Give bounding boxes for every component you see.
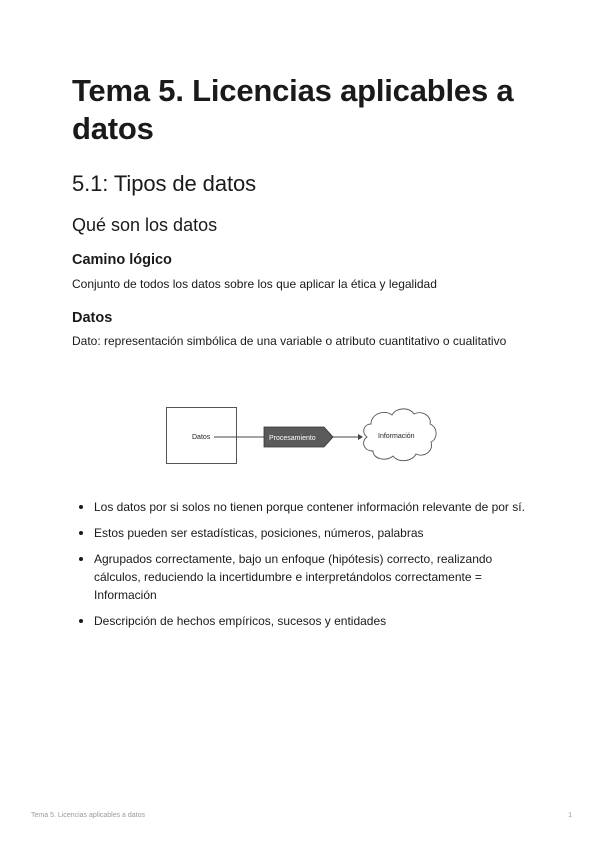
diagram-datos-label: Datos (192, 434, 211, 441)
subsection-heading: Qué son los datos (72, 215, 218, 235)
page-title: Tema 5. Licencias aplicables a datos (72, 73, 514, 146)
bullet-list (72, 498, 532, 638)
section-heading: 5.1: Tipos de datos (72, 171, 257, 196)
camino-logico-text: Conjunto de todos los datos sobre los que aplicar la ética y legalidad (72, 277, 437, 291)
bullet-icon (79, 619, 83, 623)
bullet-text: Descripción de hechos empíricos, sucesos y entidades (94, 614, 387, 628)
list-item (72, 612, 532, 630)
footer-page-number: 1 (568, 812, 572, 819)
bullet-text: Agrupados correctamente, bajo un enfoque (hipótesis) correcto, realizando cálculos, reduciendo la incertidumbre e interpretándolos correctamente = Información (94, 552, 493, 602)
list-item (72, 498, 532, 516)
datos-definition-text: Dato: representación simbólica de una variable o atributo cuantitativo o cualitativo (72, 334, 507, 348)
footer-title: Tema 5. Licencias aplicables a datos (31, 812, 146, 819)
list-item (72, 550, 532, 604)
data-processing-diagram (166, 402, 440, 470)
camino-logico-heading: Camino lógico (72, 252, 172, 268)
diagram-procesamiento-label: Procesamiento (269, 435, 316, 442)
diagram-informacion-label: Información (378, 433, 415, 440)
bullet-icon (79, 531, 83, 535)
arrow-head (358, 434, 363, 440)
bullet-text: Los datos por si solos no tienen porque contener información relevante de por sí. (94, 500, 525, 514)
bullet-text: Estos pueden ser estadísticas, posiciones, números, palabras (94, 526, 424, 540)
list-item (72, 524, 532, 542)
bullet-icon (79, 557, 83, 561)
bullet-icon (79, 505, 83, 509)
datos-heading: Datos (72, 310, 113, 326)
